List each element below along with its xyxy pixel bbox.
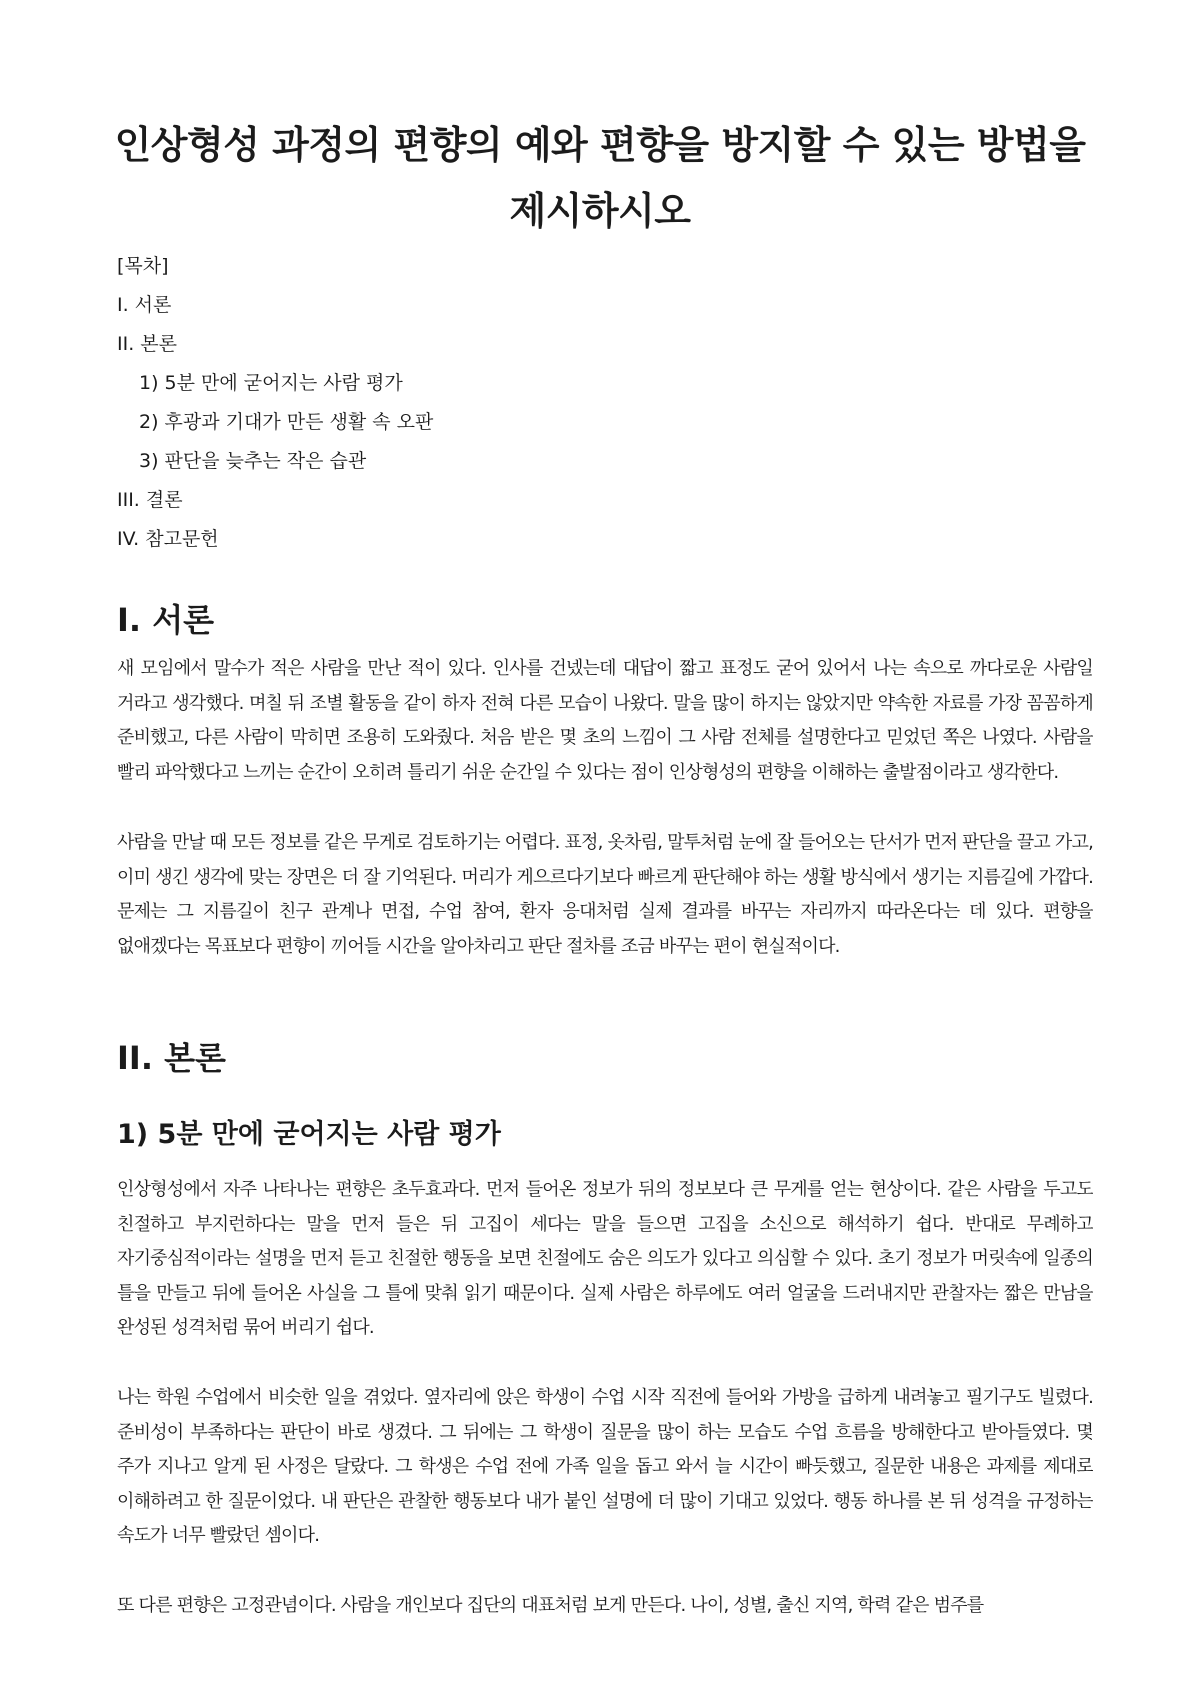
toc-item-section-2: 2) 후광과 기대가 만든 생활 속 오판 xyxy=(139,411,434,433)
toc-item-conclusion: III. 결론 xyxy=(117,489,183,511)
toc-item-section-3: 3) 판단을 늦추는 작은 습관 xyxy=(139,450,367,472)
section-1-paragraph: 인상형성에서 자주 나타나는 편향은 초두효과다. 먼저 들어온 정보가 뒤의 정보보다 큰 무게를 얻는 현상이다. 같은 사람을 두고도 친절하고 부지런하다는 말을 먼저 들은 뒤 고집이 세다는 말을 들으면 고집을 소신으로 해석하기 쉽다. 반대로 무례하고 자기중심적이라는 설명을 먼저 듣고 친절한 행동을 보면 친절에도 숨은 의도가 있다고 의심할 수 있다. 초기 정보가 머릿속에 일종의 틀을 만들고 뒤에 들어온 사실을 그 틀에 맞춰 읽기 때문이다. 실제 사람은 하루에도 여러 얼굴을 드러내지만 관찰자는 짧은 만남을 완성된 성격처럼 묶어 버리기 쉽다. xyxy=(117,1179,1093,1338)
toc-item-section-1: 1) 5분 만에 굳어지는 사람 평가 xyxy=(139,372,403,394)
section-1-paragraph: 또 다른 편향은 고정관념이다. 사람을 개인보다 집단의 대표처럼 보게 만든다. 나이, 성별, 출신 지역, 학력 같은 범주를 xyxy=(117,1595,984,1616)
document-title: 인상형성 과정의 편향의 예와 편향을 방지할 수 있는 방법을 제시하시오 xyxy=(114,123,1086,233)
toc-heading: [목차] xyxy=(117,255,169,277)
toc-item-references: IV. 참고문헌 xyxy=(117,528,219,550)
table-of-contents xyxy=(117,251,817,563)
section-1-heading: 1) 5분 만에 굳어지는 사람 평가 xyxy=(117,1119,501,1150)
toc-item-main-body: II. 본론 xyxy=(117,333,177,355)
toc-item-introduction: I. 서론 xyxy=(117,294,172,316)
section-1-paragraph: 나는 학원 수업에서 비슷한 일을 겪었다. 옆자리에 앉은 학생이 수업 시작 직전에 들어와 가방을 급하게 내려놓고 필기구도 빌렸다. 준비성이 부족하다는 판단이 바로 생겼다. 그 뒤에는 그 학생이 질문을 많이 하는 모습도 수업 흐름을 방해한다고 받아들였다. 몇 주가 지나고 알게 된 사정은 달랐다. 그 학생은 수업 전에 가족 일을 돕고 와서 늘 시간이 빠듯했고, 질문한 내용은 과제를 제대로 이해하려고 한 질문이었다. 내 판단은 관찰한 행동보다 내가 붙인 설명에 더 많이 기대고 있었다. 행동 하나를 본 뒤 성격을 규정하는 속도가 너무 빨랐던 셈이다. xyxy=(117,1387,1093,1546)
introduction-paragraph: 사람을 만날 때 모든 정보를 같은 무게로 검토하기는 어렵다. 표정, 옷차림, 말투처럼 눈에 잘 들어오는 단서가 먼저 판단을 끌고 가고, 이미 생긴 생각에 맞는 장면은 더 잘 기억된다. 머리가 게으르다기보다 빠르게 판단해야 하는 생활 방식에서 생기는 지름길에 가깝다. 문제는 그 지름길이 친구 관계나 면접, 수업 참여, 환자 응대처럼 실제 결과를 바꾸는 자리까지 따라온다는 데 있다. 편향을 없애겠다는 목표보다 편향이 끼어들 시간을 알아차리고 판단 절차를 조금 바꾸는 편이 현실적이다. xyxy=(117,832,1093,957)
introduction-heading: I. 서론 xyxy=(117,601,215,639)
introduction-paragraph: 새 모임에서 말수가 적은 사람을 만난 적이 있다. 인사를 건넸는데 대답이 짧고 표정도 굳어 있어서 나는 속으로 까다로운 사람일 거라고 생각했다. 며칠 뒤 조별 활동을 같이 하자 전혀 다른 모습이 나왔다. 말을 많이 하지는 않았지만 약속한 자료를 가장 꼼꼼하게 준비했고, 다른 사람이 막히면 조용히 도와줬다. 처음 받은 몇 초의 느낌이 그 사람 전체를 설명한다고 믿었던 쪽은 나였다. 사람을 빨리 파악했다고 느끼는 순간이 오히려 틀리기 쉬운 순간일 수 있다는 점이 인상형성의 편향을 이해하는 출발점이라고 생각한다. xyxy=(117,658,1093,783)
main-body-heading: II. 본론 xyxy=(117,1039,226,1077)
